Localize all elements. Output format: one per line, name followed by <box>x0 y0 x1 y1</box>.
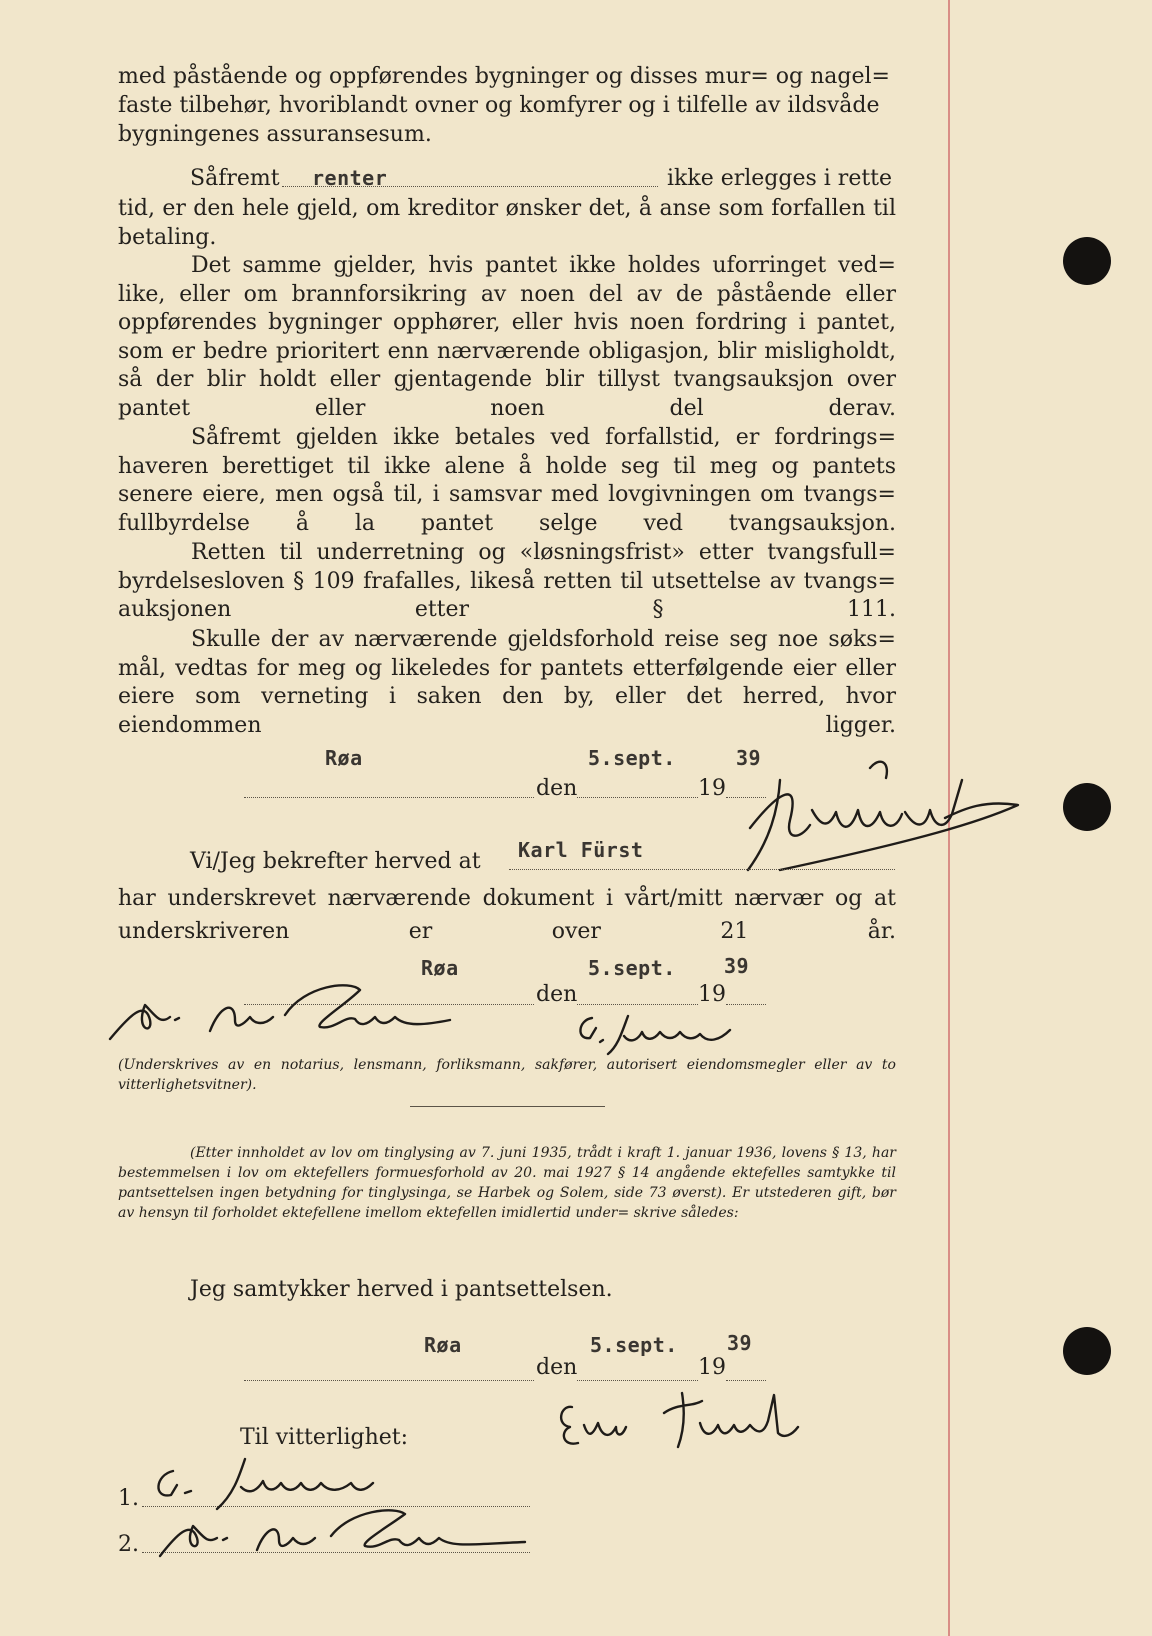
den-label: den <box>536 776 578 801</box>
confirm-prefix: Vi/Jeg bekrefter herved at <box>190 849 481 874</box>
date-line <box>577 1004 698 1005</box>
confirm-name: Karl Fürst <box>518 838 644 862</box>
separator-line <box>410 1106 605 1107</box>
paragraph: Såfremt gjelden ikke betales ved forfallstid, er fordrings= haveren berettiget til ikke alene å holde seg til meg og pantets senere eiere, men også til, i samsvar med lovgivningen om tvangs= fullbyrdelse å la pantet selge ved tvangsauksjon. <box>118 425 896 536</box>
year-prefix: 19 <box>698 776 726 801</box>
law-note: (Etter innholdet av lov om tinglysing av 7. juni 1935, trådt i kraft 1. januar 1936, lovens § 13, har bestemmelsen i lov om ektefellers formuesforhold av 20. mai 1927 § 14 angående ektefelles samtykke til pantsettelsen ingen betydning for tinglysinga, se Harbek og Solem, side 73 øverst). Er utstederen gift, bør av hensyn til forholdet ektefellene imellom ektefellen imidlertid under= skrive således: <box>118 1145 896 1221</box>
date-day: 5.sept. <box>590 1333 678 1357</box>
witness-number: 2. <box>118 1532 139 1557</box>
paragraph: Skulle der av nærværende gjeldsforhold reise seg noe søks= mål, vedtas for meg og likeledes for pantets etterfølgende eier eller eiere som verneting i saken den by, eller det herred, hvor eiendommen ligger. <box>118 627 896 738</box>
paragraph: Retten til underretning og «løsningsfrist» etter tvangsfull= byrdelsesloven § 109 frafalles, likeså retten til utsettelse av tvangs= auksjonen etter § 111. <box>118 540 896 622</box>
year-prefix: 19 <box>698 1355 726 1380</box>
paragraph-line: med påstående og oppførendes bygninger og disses mur= og nagel= <box>118 64 890 89</box>
date-day: 5.sept. <box>588 956 676 980</box>
witness-number: 1. <box>118 1486 139 1511</box>
paragraph: tid, er den hele gjeld, om kreditor ønsker det, å anse som forfallen til betaling. <box>118 196 896 250</box>
date-line <box>726 1004 766 1005</box>
date-place: Røa <box>325 746 363 770</box>
den-label: den <box>536 982 578 1007</box>
date-line <box>577 797 698 798</box>
notary-note: (Underskrives av en notarius, lensmann, forliksmann, sakfører, autorisert eiendomsmegler eller av to vitterlighetsvitner). <box>118 1057 896 1093</box>
paragraph-line: bygningenes assuransesum. <box>118 122 432 147</box>
signature-witness <box>105 975 455 1045</box>
date-place: Røa <box>424 1333 462 1357</box>
paragraph: har underskrevet nærværende dokument i vårt/mitt nærvær og at underskriveren er over 21 år. <box>118 886 896 944</box>
year-prefix: 19 <box>698 982 726 1007</box>
punch-hole-icon <box>1063 783 1111 831</box>
safremt-suffix: ikke erlegges i rette <box>667 166 893 191</box>
date-place: Røa <box>421 956 459 980</box>
date-line <box>244 797 534 798</box>
punch-hole-icon <box>1063 237 1111 285</box>
fill-line <box>509 869 895 870</box>
den-label: den <box>536 1355 578 1380</box>
punch-hole-icon <box>1063 1327 1111 1375</box>
consent-text: Jeg samtykker herved i pantsettelsen. <box>190 1277 613 1302</box>
signature-eva-furst <box>552 1385 812 1455</box>
date-year: 39 <box>724 954 750 978</box>
paragraph: Det samme gjelder, hvis pantet ikke holdes uforringet ved= like, eller om brannforsikring av noen del av de påstående eller oppførendes bygninger opphører, eller hvis noen fordring i pantet, som er bedre prioritert enn nærværende obligasjon, blir misligholdt, så der blir holdt eller gjentagende blir tillyst tvangsauksjon over pantet eller noen del derav. <box>118 253 896 421</box>
date-line <box>577 1380 698 1381</box>
signature-witness <box>155 1500 535 1560</box>
date-year: 39 <box>727 1331 753 1355</box>
witness-label: Til vitterlighet: <box>240 1425 409 1450</box>
signature-g-johnson <box>570 1010 740 1060</box>
safremt-label: Såfremt <box>190 166 280 191</box>
date-day: 5.sept. <box>588 746 676 770</box>
date-year: 39 <box>736 746 762 770</box>
date-line <box>726 1380 766 1381</box>
filled-value: renter <box>312 166 388 190</box>
paragraph-line: faste tilbehør, hvoriblandt ovner og komfyrer og i tilfelle av ildsvåde <box>118 93 880 118</box>
date-line <box>244 1380 534 1381</box>
